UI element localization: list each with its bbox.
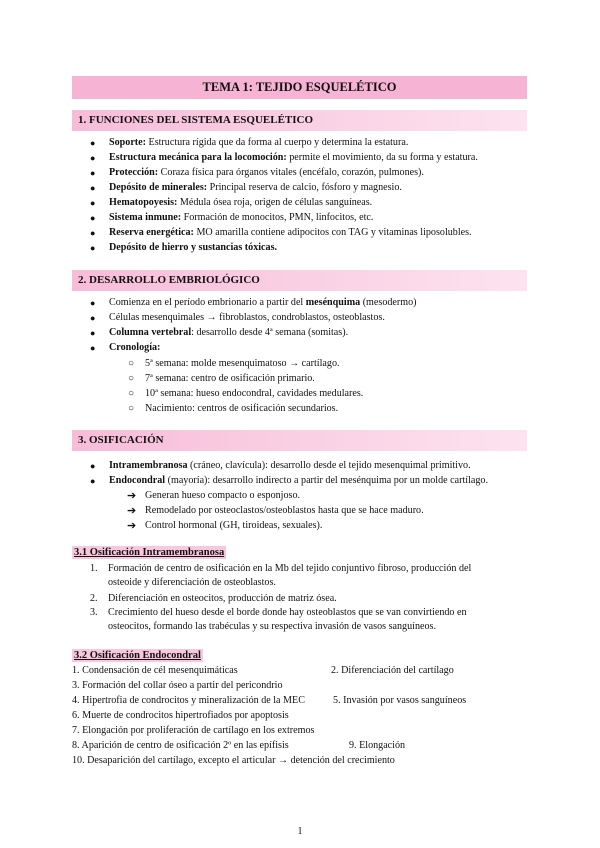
list-item: Intramembranosa (cráneo, clavícula): desarrollo desde el tejido mesenquimal primitivo. bbox=[109, 460, 471, 471]
bullet-icon: ● bbox=[90, 243, 96, 253]
section-2-heading: 2. DESARROLLO EMBRIOLÓGICO bbox=[72, 270, 527, 291]
arrow-right-icon: ➔ bbox=[127, 505, 137, 517]
bullet-icon: ● bbox=[90, 213, 96, 223]
section-1-heading: 1. FUNCIONES DEL SISTEMA ESQUELÉTICO bbox=[72, 110, 527, 131]
list-item: Columna vertebral: desarrollo desde 4ª semana (somitas). bbox=[109, 327, 349, 338]
circle-bullet-icon: ○ bbox=[128, 403, 135, 414]
list-item: Comienza en el período embrionario a partir del mesénquima (mesodermo) bbox=[109, 297, 417, 308]
circle-bullet-icon: ○ bbox=[128, 388, 135, 399]
list-item: Formación de centro de osificación en la Mb del tejido conjuntivo fibroso, producción del bbox=[108, 563, 472, 574]
list-item: 5. Invasión por vasos sanguíneos bbox=[333, 695, 467, 706]
list-item-continuation: osteoide y diferenciación de osteoblastos. bbox=[108, 577, 276, 588]
bullet-icon: ● bbox=[90, 343, 96, 353]
list-item: Endocondral (mayoría): desarrollo indirecto a partir del mesénquima por un molde cartílago. bbox=[109, 475, 488, 486]
bullet-icon: ● bbox=[90, 138, 96, 148]
list-item: Soporte: Estructura rígida que da forma al cuerpo y determina la estatura. bbox=[109, 137, 409, 148]
list-item: Nacimiento: centros de osificación secundarios. bbox=[145, 403, 339, 414]
list-item-continuation: osteocitos, formando las trabéculas y su respectiva invasión de vasos sanguíneos. bbox=[108, 621, 436, 632]
list-item: 4. Hipertrofia de condrocitos y mineralización de la MEC bbox=[72, 695, 305, 706]
list-item: 1. Condensación de cél mesenquimáticas bbox=[72, 665, 238, 676]
circle-bullet-icon: ○ bbox=[128, 373, 135, 384]
page-number: 1 bbox=[297, 826, 303, 837]
list-item: 7ª semana: centro de osificación primario. bbox=[145, 373, 315, 384]
list-item: 5ª semana: molde mesenquimatoso → cartílago. bbox=[145, 358, 340, 369]
list-item: Células mesenquimales → fibroblastos, condroblastos, osteoblastos. bbox=[109, 312, 385, 323]
bullet-icon: ● bbox=[90, 168, 96, 178]
list-number: 1. bbox=[90, 563, 98, 574]
list-item: 3. Formación del collar óseo a partir del pericondrio bbox=[72, 680, 283, 691]
bullet-icon: ● bbox=[90, 228, 96, 238]
list-item: 6. Muerte de condrocitos hipertrofiados por apoptosis bbox=[72, 710, 289, 721]
list-number: 2. bbox=[90, 593, 98, 604]
section-3-heading: 3. OSIFICACIÓN bbox=[72, 430, 527, 451]
subsection-3-2-heading: 3.2 Osificación Endocondral bbox=[74, 650, 201, 661]
list-item: Cronología: bbox=[109, 342, 161, 353]
page-title: TEMA 1: TEJIDO ESQUELÉTICO bbox=[72, 76, 527, 99]
subsection-3-1-heading: 3.1 Osificación Intramembranosa bbox=[74, 547, 225, 558]
list-item: Depósito de hierro y sustancias tóxicas. bbox=[109, 242, 278, 253]
list-item: 10. Desaparición del cartílago, excepto el articular → detención del crecimiento bbox=[72, 755, 395, 766]
list-item: 7. Elongación por proliferación de cartílago en los extremos bbox=[72, 725, 315, 736]
bullet-icon: ● bbox=[90, 313, 96, 323]
list-item: Reserva energética: MO amarilla contiene adipocitos con TAG y vitaminas liposolubles. bbox=[109, 227, 472, 238]
list-item: Control hormonal (GH, tiroideas, sexuales). bbox=[145, 520, 323, 531]
bullet-icon: ● bbox=[90, 198, 96, 208]
list-item: 9. Elongación bbox=[349, 740, 406, 751]
list-item: Depósito de minerales: Principal reserva de calcio, fósforo y magnesio. bbox=[109, 182, 402, 193]
bullet-icon: ● bbox=[90, 183, 96, 193]
list-item: Protección: Coraza física para órganos vitales (encéfalo, corazón, pulmones). bbox=[109, 167, 424, 178]
bullet-icon: ● bbox=[90, 476, 96, 486]
arrow-right-icon: ➔ bbox=[127, 520, 137, 532]
list-item: Remodelado por osteoclastos/osteoblastos hasta que se hace maduro. bbox=[145, 505, 424, 516]
list-item: Crecimiento del hueso desde el borde donde hay osteoblastos que se van convirtiendo en bbox=[108, 607, 467, 618]
list-item: Sistema inmune: Formación de monocitos, PMN, linfocitos, etc. bbox=[109, 212, 374, 223]
arrow-right-icon: ➔ bbox=[127, 490, 137, 502]
bullet-icon: ● bbox=[90, 328, 96, 338]
list-item: Generan hueso compacto o esponjoso. bbox=[145, 490, 301, 501]
bullet-icon: ● bbox=[90, 461, 96, 471]
list-item: Hematopoyesis: Médula ósea roja, origen de células sanguíneas. bbox=[109, 197, 373, 208]
list-item: Estructura mecánica para la locomoción: permite el movimiento, da su forma y estatura. bbox=[109, 152, 478, 163]
list-item: 2. Diferenciación del cartílago bbox=[331, 665, 454, 676]
bullet-icon: ● bbox=[90, 298, 96, 308]
circle-bullet-icon: ○ bbox=[128, 358, 135, 369]
list-item: 8. Aparición de centro de osificación 2º en las epífisis bbox=[72, 740, 289, 751]
list-item: Diferenciación en osteocitos, producción de matriz ósea. bbox=[108, 593, 337, 604]
list-number: 3. bbox=[90, 607, 98, 618]
bullet-icon: ● bbox=[90, 153, 96, 163]
list-item: 10ª semana: hueso endocondral, cavidades medulares. bbox=[145, 388, 364, 399]
